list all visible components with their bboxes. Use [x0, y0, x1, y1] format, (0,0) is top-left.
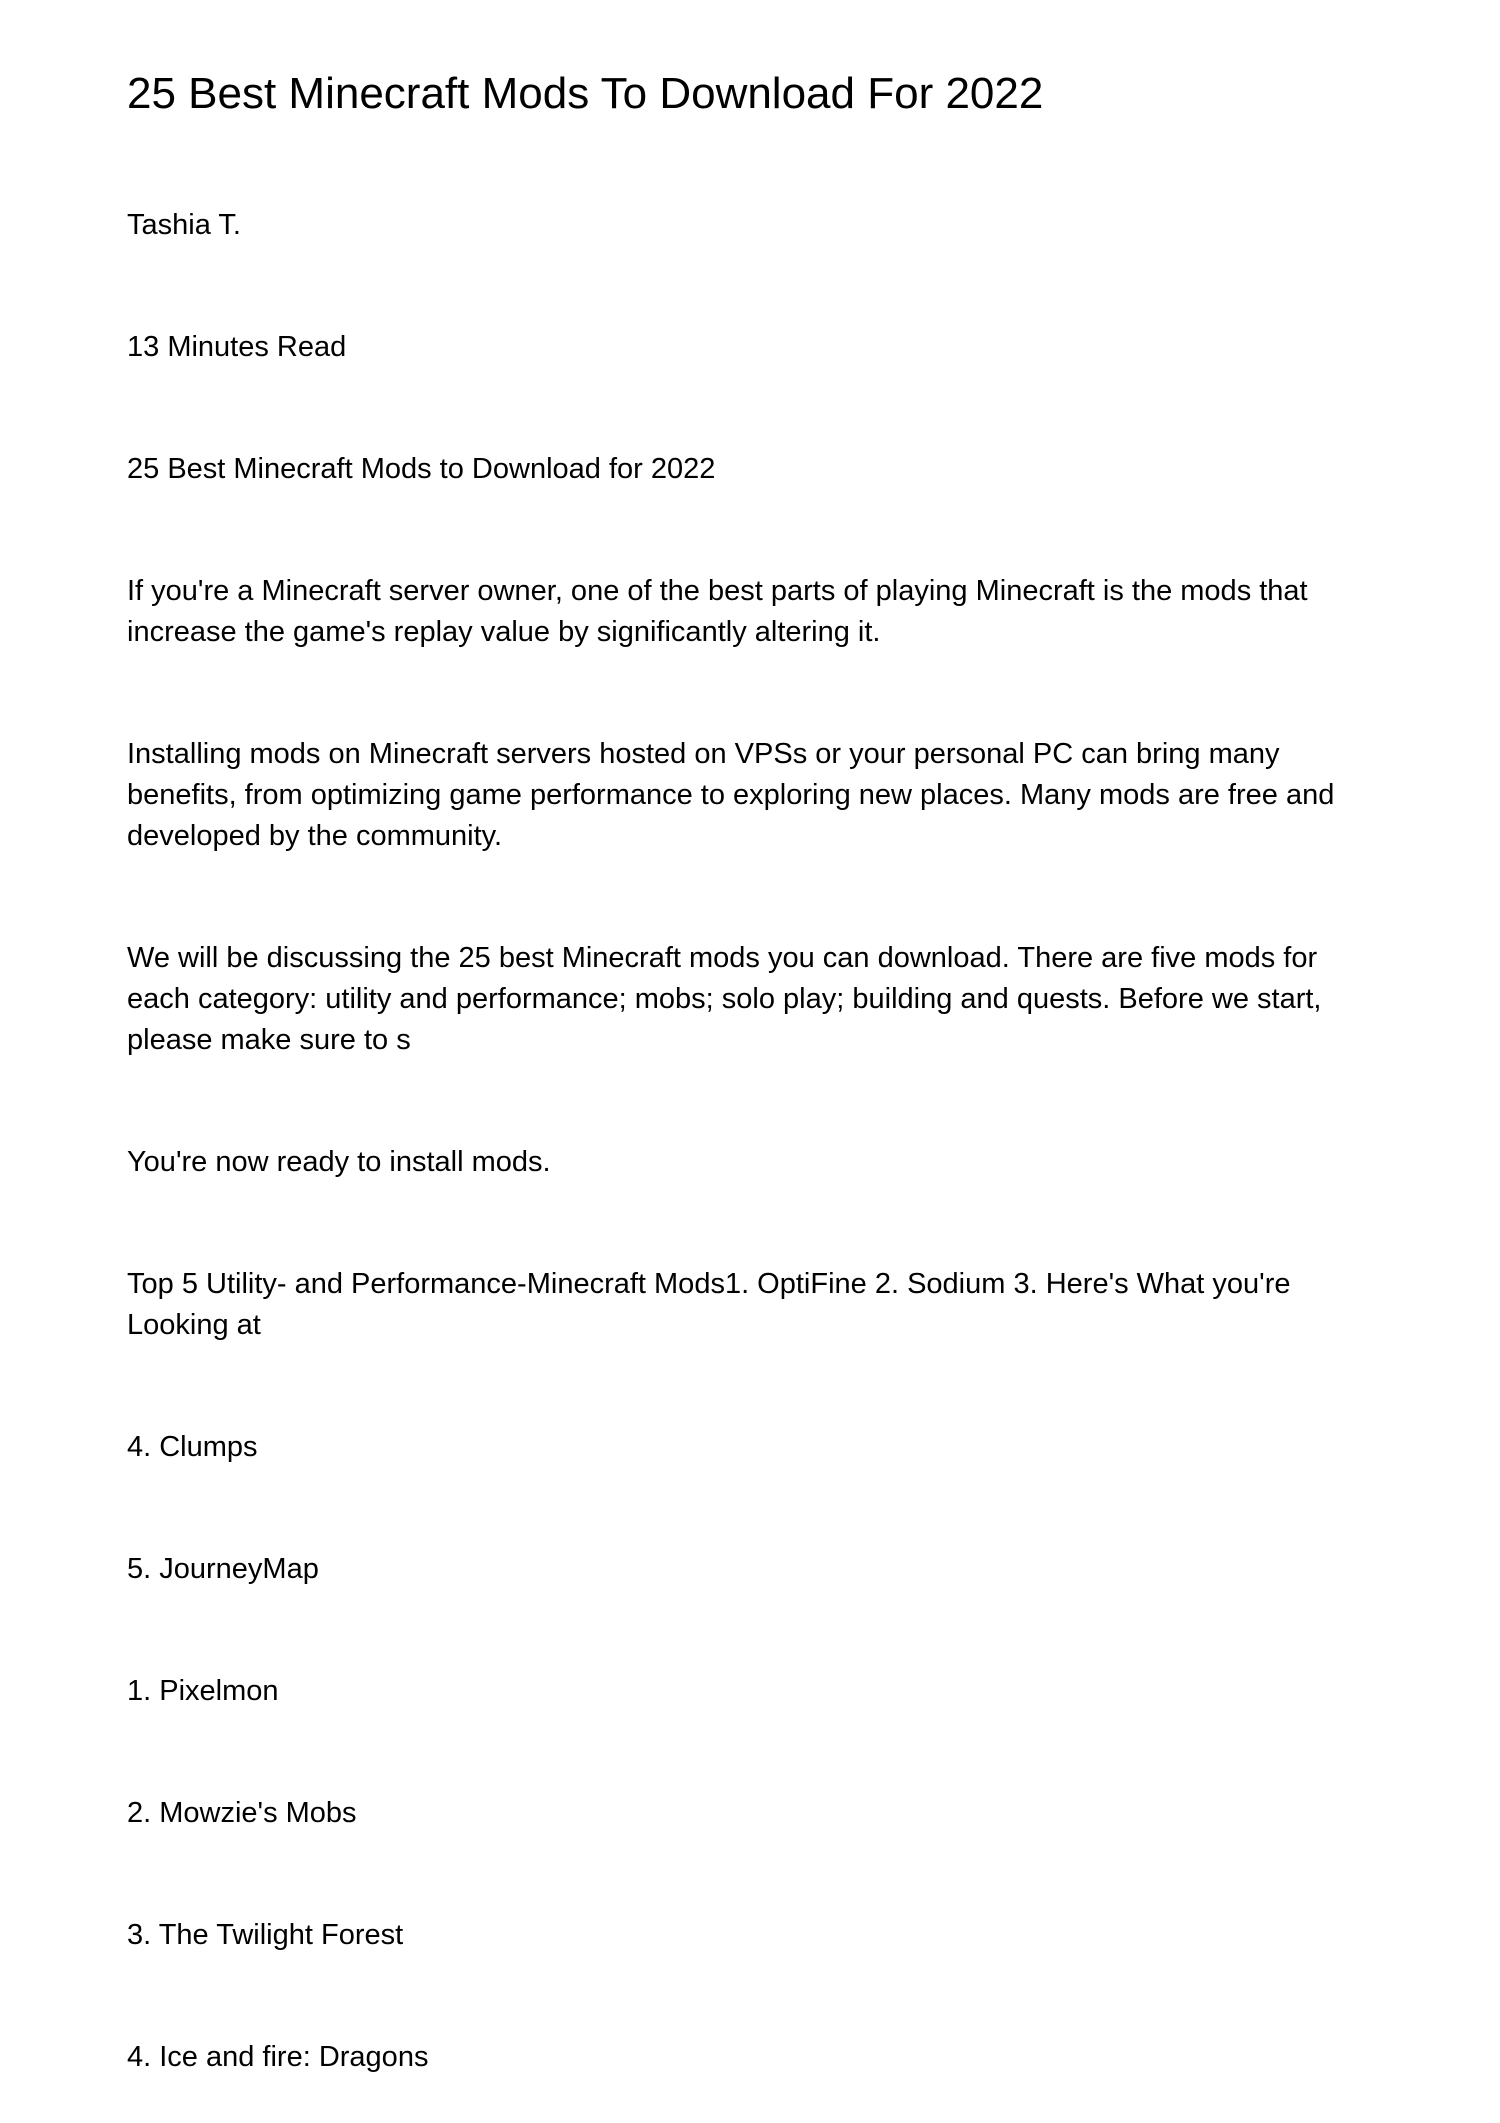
document-title: 25 Best Minecraft Mods To Download For 2022 [127, 69, 1044, 118]
overview-paragraph: We will be discussing the 25 best Minecraft mods you can download. There are five mods for each category: utility and performance; mobs; solo play; building and quests. Before we start, please make sure to s [127, 942, 1322, 1056]
list-item: 4. Clumps [127, 1431, 258, 1463]
ready-paragraph: You're now ready to install mods. [127, 1146, 551, 1178]
read-time: 13 Minutes Read [127, 331, 347, 363]
list-item: 1. Pixelmon [127, 1675, 279, 1707]
list-item: 2. Mowzie's Mobs [127, 1797, 357, 1829]
author-name: Tashia T. [127, 209, 241, 241]
list-item: 4. Ice and fire: Dragons [127, 2041, 429, 2073]
article-subtitle: 25 Best Minecraft Mods to Download for 2022 [127, 453, 716, 485]
utility-mods-heading: Top 5 Utility- and Performance-Minecraft Mods1. OptiFine 2. Sodium 3. Here's What you're Looking at [127, 1268, 1291, 1341]
intro-paragraph: If you're a Minecraft server owner, one of the best parts of playing Minecraft is the mods that increase the game's replay value by significantly altering it. [127, 575, 1308, 648]
benefits-paragraph: Installing mods on Minecraft servers hosted on VPSs or your personal PC can bring many benefits, from optimizing game performance to exploring new places. Many mods are free and developed by the community. [127, 738, 1335, 852]
list-item: 5. JourneyMap [127, 1553, 319, 1585]
list-item: 3. The Twilight Forest [127, 1919, 404, 1951]
